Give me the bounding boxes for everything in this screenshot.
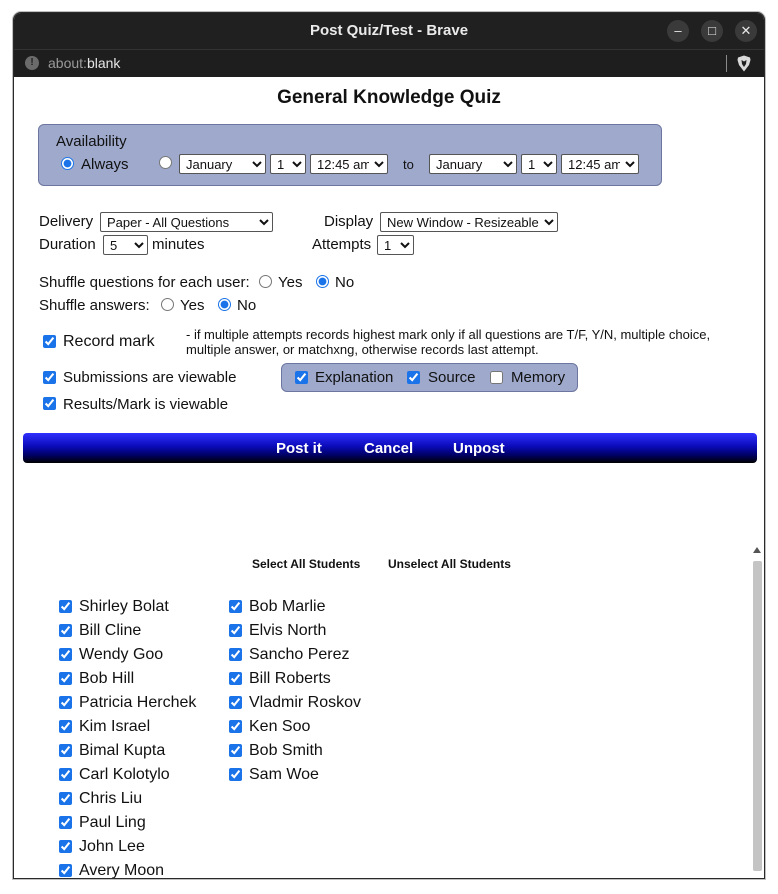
student-checkbox[interactable] — [229, 624, 242, 637]
address-bar[interactable] — [14, 49, 764, 77]
attempts-label: Attempts — [312, 236, 372, 253]
quiz-title: General Knowledge Quiz — [277, 87, 501, 108]
student-checkbox[interactable] — [59, 672, 72, 685]
student-name: Bob Marlie — [249, 598, 326, 615]
date-range-radio[interactable] — [159, 156, 172, 169]
delivery-label: Delivery — [39, 213, 94, 230]
display-select[interactable] — [380, 212, 558, 232]
student-name: Bob Hill — [79, 670, 135, 687]
student-name: Sancho Perez — [249, 646, 350, 663]
student-checkbox[interactable] — [229, 600, 242, 613]
scroll-up-arrow[interactable] — [753, 547, 761, 553]
results-viewable-label: Results/Mark is viewable — [63, 396, 229, 413]
student-name: Kim Israel — [79, 718, 151, 735]
student-name: Bimal Kupta — [79, 742, 166, 759]
shuffle-answers-label: Shuffle answers: — [39, 297, 150, 314]
to-month-select[interactable] — [429, 154, 517, 174]
student-checkbox[interactable] — [59, 720, 72, 733]
to-label: to — [403, 157, 414, 172]
student-checkbox[interactable] — [59, 744, 72, 757]
student-name: Elvis North — [249, 622, 327, 639]
student-name: Bob Smith — [249, 742, 323, 759]
student-name: Chris Liu — [79, 790, 143, 807]
duration-label: Duration — [39, 236, 96, 253]
shuffle-questions-yes-label: Yes — [278, 274, 303, 291]
shuffle-answers-no-radio[interactable] — [218, 298, 231, 311]
action-bar — [23, 433, 757, 463]
memory-checkbox[interactable] — [490, 371, 503, 384]
title-bar — [14, 13, 764, 49]
site-info-icon[interactable]: ! — [25, 56, 39, 70]
url-text[interactable] — [48, 55, 120, 71]
display-label: Display — [324, 213, 374, 230]
always-radio[interactable] — [61, 157, 74, 170]
scrollbar-thumb[interactable] — [753, 561, 762, 871]
student-name: Bill Roberts — [249, 670, 331, 687]
student-name: Carl Kolotylo — [79, 766, 170, 783]
duration-select[interactable] — [103, 235, 148, 255]
student-checkbox[interactable] — [59, 696, 72, 709]
student-name: Avery Moon — [79, 862, 165, 879]
student-name: Paul Ling — [79, 814, 146, 831]
student-name: Patricia Herchek — [79, 694, 197, 711]
student-name: Ken Soo — [249, 718, 311, 735]
unselect-all-students-link[interactable]: Unselect All Students — [388, 557, 511, 571]
cancel-button[interactable]: Cancel — [364, 433, 413, 463]
from-time-select[interactable] — [310, 154, 388, 174]
student-name: Shirley Bolat — [79, 598, 169, 615]
student-checkbox[interactable] — [59, 600, 72, 613]
student-checkbox[interactable] — [229, 648, 242, 661]
student-checkbox[interactable] — [229, 696, 242, 709]
submissions-viewable-checkbox[interactable] — [43, 371, 56, 384]
student-checkbox[interactable] — [59, 624, 72, 637]
student-checkbox[interactable] — [229, 720, 242, 733]
url-path: blank — [86, 55, 121, 71]
record-mark-checkbox[interactable] — [43, 335, 56, 348]
post-it-button[interactable]: Post it — [276, 433, 322, 463]
availability-panel — [38, 124, 662, 186]
student-name: Wendy Goo — [79, 646, 164, 663]
to-time-select[interactable] — [561, 154, 639, 174]
maximize-button[interactable]: □ — [701, 20, 723, 42]
view-options-panel — [281, 363, 578, 392]
memory-label: Memory — [511, 369, 566, 386]
student-checkbox[interactable] — [229, 768, 242, 781]
shuffle-answers-yes-radio[interactable] — [161, 298, 174, 311]
student-checkbox[interactable] — [59, 816, 72, 829]
record-mark-note: - if multiple attempts records highest mark only if all questions are T/F, Y/N, multiple choice, multiple answer, or matchxng, otherwise records last attempt. — [186, 327, 711, 357]
toolbar-divider — [726, 55, 727, 72]
shuffle-questions-label: Shuffle questions for each user: — [39, 274, 250, 291]
submissions-viewable-label: Submissions are viewable — [63, 369, 237, 386]
select-all-students-link[interactable]: Select All Students — [252, 557, 361, 571]
to-day-select[interactable] — [521, 154, 557, 174]
student-checkbox[interactable] — [229, 672, 242, 685]
student-name: John Lee — [79, 838, 145, 855]
source-checkbox[interactable] — [407, 371, 420, 384]
results-viewable-checkbox[interactable] — [43, 397, 56, 410]
close-button[interactable]: ✕ — [735, 20, 757, 42]
from-day-select[interactable] — [270, 154, 306, 174]
explanation-checkbox[interactable] — [295, 371, 308, 384]
always-label: Always — [81, 156, 129, 173]
student-name: Bill Cline — [79, 622, 142, 639]
student-name: Vladmir Roskov — [249, 694, 362, 711]
page-content — [14, 77, 764, 879]
shuffle-answers-yes-label: Yes — [180, 297, 205, 314]
url-scheme: about: — [48, 55, 87, 71]
unpost-button[interactable]: Unpost — [453, 433, 505, 463]
page-scrollbar[interactable] — [751, 547, 763, 878]
student-checkbox[interactable] — [59, 768, 72, 781]
source-label: Source — [428, 369, 476, 386]
from-month-select[interactable] — [179, 154, 266, 174]
student-checkbox[interactable] — [59, 864, 72, 877]
explanation-label: Explanation — [315, 369, 394, 386]
record-mark-label: Record mark — [63, 333, 155, 350]
student-checkbox[interactable] — [59, 840, 72, 853]
browser-window — [13, 12, 765, 879]
availability-label: Availability — [56, 133, 127, 150]
student-checkbox[interactable] — [229, 744, 242, 757]
duration-unit: minutes — [152, 236, 205, 253]
window-title: Post Quiz/Test - Brave — [309, 22, 469, 39]
shuffle-answers-no-label: No — [237, 297, 257, 314]
student-checkbox[interactable] — [59, 792, 72, 805]
delivery-select[interactable] — [100, 212, 273, 232]
brave-shield-icon[interactable] — [736, 55, 752, 72]
student-checkbox[interactable] — [59, 648, 72, 661]
shuffle-questions-no-label: No — [335, 274, 355, 291]
minimize-button[interactable]: – — [667, 20, 689, 42]
shuffle-questions-yes-radio[interactable] — [259, 275, 272, 288]
student-name: Sam Woe — [249, 766, 319, 783]
attempts-select[interactable] — [377, 235, 414, 255]
shuffle-questions-no-radio[interactable] — [316, 275, 329, 288]
